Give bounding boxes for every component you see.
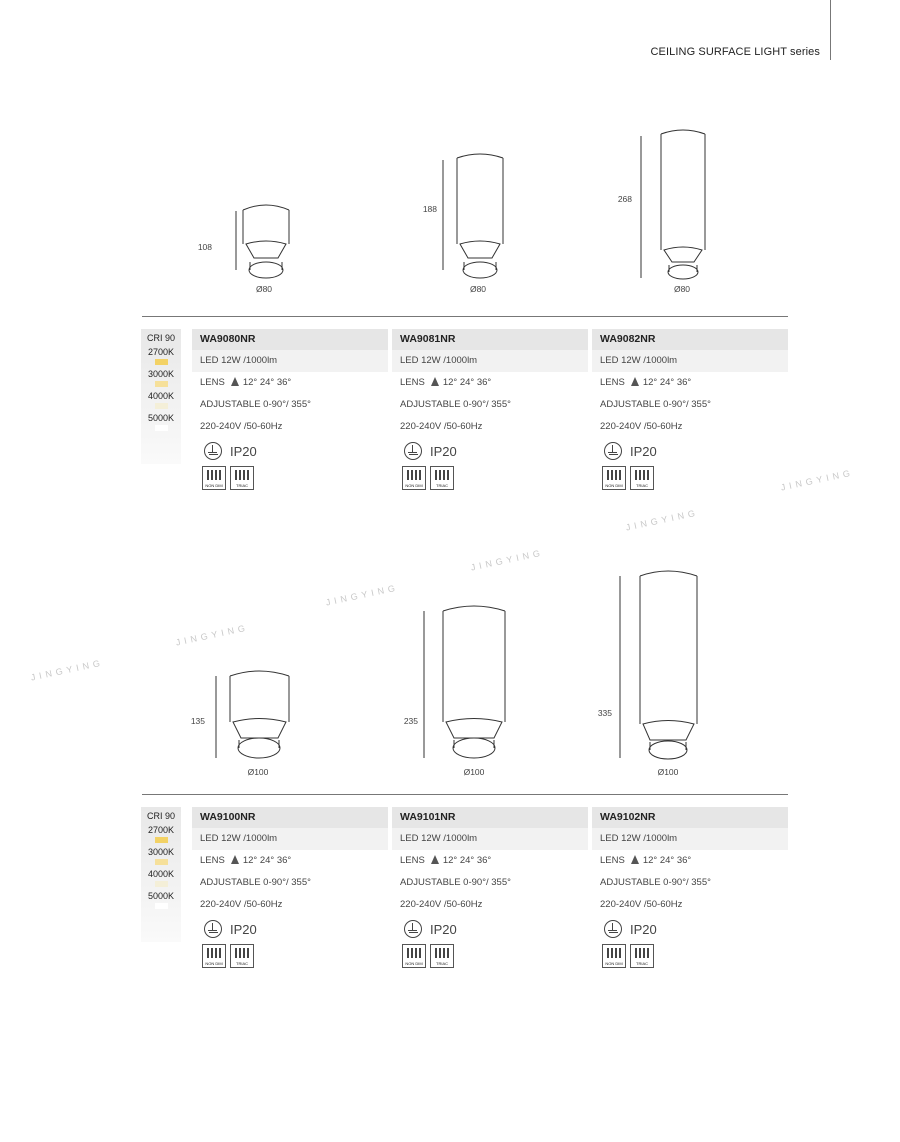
fixture-drawing-wa9102nr bbox=[620, 571, 697, 759]
model-number: WA9100NR bbox=[192, 807, 388, 828]
model-number: WA9082NR bbox=[592, 329, 788, 350]
triac-icon: TRIAC bbox=[230, 466, 254, 490]
lens-spec: LENS 12° 24° 36° bbox=[400, 855, 492, 866]
beam-angle-icon bbox=[631, 855, 639, 864]
model-number: WA9101NR bbox=[392, 807, 588, 828]
watermark-logo: JINGYING bbox=[324, 582, 400, 608]
section-divider bbox=[142, 794, 788, 795]
power-spec: LED 12W /1000lm bbox=[192, 828, 388, 850]
ip-rating: IP20 bbox=[192, 916, 388, 942]
beam-angle-icon bbox=[431, 855, 439, 864]
lens-spec: LENS 12° 24° 36° bbox=[200, 377, 292, 388]
cri-label: CRI 90 bbox=[146, 811, 175, 821]
spec-block-wa9102nr bbox=[592, 807, 788, 968]
height-label: 235 bbox=[403, 716, 418, 726]
fixture-drawing-wa9082nr bbox=[641, 130, 705, 279]
color-temp-5000k: 5000K bbox=[141, 413, 181, 435]
non-dim-icon: NON DIM bbox=[202, 466, 226, 490]
voltage-spec: 220-240V /50-60Hz bbox=[200, 421, 283, 432]
cri-label: CRI 90 bbox=[146, 333, 175, 343]
power-spec: LED 12W /1000lm bbox=[592, 828, 788, 850]
spec-block-wa9081nr bbox=[392, 329, 588, 490]
color-temp-2700k: 2700K bbox=[141, 825, 181, 847]
triac-icon: TRIAC bbox=[430, 466, 454, 490]
triac-icon: TRIAC bbox=[230, 944, 254, 968]
voltage-spec: 220-240V /50-60Hz bbox=[400, 899, 483, 910]
beam-angle-icon bbox=[431, 377, 439, 386]
spec-block-wa9082nr bbox=[592, 329, 788, 490]
adjustable-spec: ADJUSTABLE 0-90°/ 355° bbox=[200, 877, 311, 888]
watermark-logo: JINGYING bbox=[29, 657, 105, 683]
triac-icon: TRIAC bbox=[430, 944, 454, 968]
earth-ground-icon bbox=[404, 442, 422, 460]
non-dim-icon: NON DIM bbox=[202, 944, 226, 968]
power-spec: LED 12W /1000lm bbox=[192, 350, 388, 372]
diameter-label: Ø80 bbox=[255, 284, 273, 294]
lens-spec: LENS 12° 24° 36° bbox=[200, 855, 292, 866]
voltage-spec: 220-240V /50-60Hz bbox=[400, 421, 483, 432]
model-number: WA9102NR bbox=[592, 807, 788, 828]
earth-ground-icon bbox=[204, 442, 222, 460]
watermark-logo: JINGYING bbox=[174, 622, 250, 648]
power-spec: LED 12W /1000lm bbox=[592, 350, 788, 372]
adjustable-spec: ADJUSTABLE 0-90°/ 355° bbox=[400, 399, 511, 410]
color-temp-3000k: 3000K bbox=[141, 847, 181, 869]
diameter-label: Ø80 bbox=[469, 284, 487, 294]
triac-icon: TRIAC bbox=[630, 466, 654, 490]
color-temp-2700k: 2700K bbox=[141, 347, 181, 369]
voltage-spec: 220-240V /50-60Hz bbox=[200, 899, 283, 910]
fixture-drawing-wa9100nr bbox=[216, 671, 289, 758]
color-temp-5000k: 5000K bbox=[141, 891, 181, 913]
fixture-drawing-wa9080nr bbox=[236, 205, 289, 278]
adjustable-spec: ADJUSTABLE 0-90°/ 355° bbox=[200, 399, 311, 410]
height-label: 108 bbox=[197, 242, 212, 252]
lens-spec: LENS 12° 24° 36° bbox=[400, 377, 492, 388]
height-label: 335 bbox=[597, 708, 612, 718]
spec-block-wa9080nr bbox=[192, 329, 388, 490]
height-label: 268 bbox=[617, 194, 632, 204]
non-dim-icon: NON DIM bbox=[402, 466, 426, 490]
color-temp-4000k: 4000K bbox=[141, 391, 181, 413]
model-number: WA9080NR bbox=[192, 329, 388, 350]
page-title: CEILING SURFACE LIGHT series bbox=[650, 46, 820, 58]
non-dim-icon: NON DIM bbox=[602, 466, 626, 490]
height-label: 135 bbox=[190, 716, 205, 726]
triac-icon: TRIAC bbox=[630, 944, 654, 968]
color-temp-4000k: 4000K bbox=[141, 869, 181, 891]
fixture-drawing-wa9101nr bbox=[424, 606, 505, 758]
beam-angle-icon bbox=[631, 377, 639, 386]
diameter-label: Ø100 bbox=[657, 767, 679, 777]
section-divider bbox=[142, 316, 788, 317]
voltage-spec: 220-240V /50-60Hz bbox=[600, 899, 683, 910]
cri-color-temperature-panel bbox=[141, 329, 181, 464]
non-dim-icon: NON DIM bbox=[602, 944, 626, 968]
diameter-label: Ø80 bbox=[673, 284, 691, 294]
height-label: 188 bbox=[422, 204, 437, 214]
diameter-label: Ø100 bbox=[463, 767, 485, 777]
spec-block-wa9101nr bbox=[392, 807, 588, 968]
beam-angle-icon bbox=[231, 377, 239, 386]
adjustable-spec: ADJUSTABLE 0-90°/ 355° bbox=[600, 877, 711, 888]
model-number: WA9081NR bbox=[392, 329, 588, 350]
power-spec: LED 12W /1000lm bbox=[392, 828, 588, 850]
ip-rating: IP20 bbox=[592, 916, 788, 942]
lens-spec: LENS 12° 24° 36° bbox=[600, 855, 692, 866]
earth-ground-icon bbox=[404, 920, 422, 938]
watermark-logo: JINGYING bbox=[469, 547, 545, 573]
ip-rating: IP20 bbox=[392, 916, 588, 942]
color-temp-3000k: 3000K bbox=[141, 369, 181, 391]
lens-spec: LENS 12° 24° 36° bbox=[600, 377, 692, 388]
adjustable-spec: ADJUSTABLE 0-90°/ 355° bbox=[600, 399, 711, 410]
watermark-logo: JINGYING bbox=[779, 467, 855, 493]
power-spec: LED 12W /1000lm bbox=[392, 350, 588, 372]
fixture-drawing-wa9081nr bbox=[443, 154, 503, 278]
beam-angle-icon bbox=[231, 855, 239, 864]
ip-rating: IP20 bbox=[192, 438, 388, 464]
cri-color-temperature-panel bbox=[141, 807, 181, 942]
diameter-label: Ø100 bbox=[247, 767, 269, 777]
voltage-spec: 220-240V /50-60Hz bbox=[600, 421, 683, 432]
spec-block-wa9100nr bbox=[192, 807, 388, 968]
ip-rating: IP20 bbox=[392, 438, 588, 464]
earth-ground-icon bbox=[604, 920, 622, 938]
non-dim-icon: NON DIM bbox=[402, 944, 426, 968]
adjustable-spec: ADJUSTABLE 0-90°/ 355° bbox=[400, 877, 511, 888]
earth-ground-icon bbox=[204, 920, 222, 938]
ip-rating: IP20 bbox=[592, 438, 788, 464]
earth-ground-icon bbox=[604, 442, 622, 460]
watermark-logo: JINGYING bbox=[624, 507, 700, 533]
